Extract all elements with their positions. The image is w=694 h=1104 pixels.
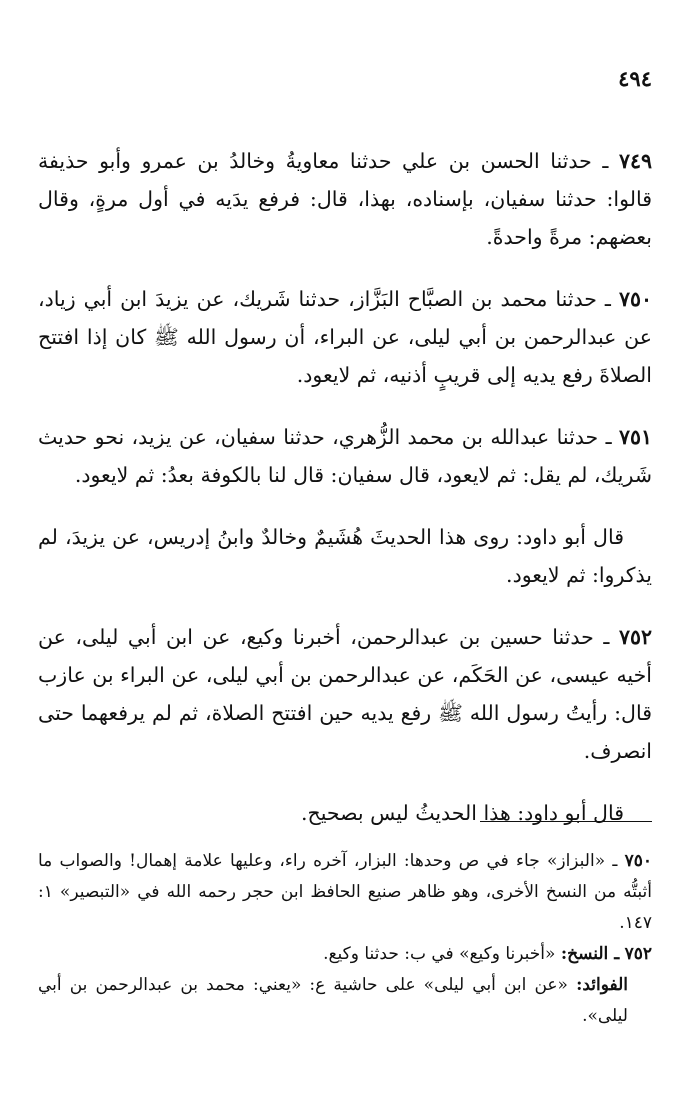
footnote-750 <box>38 846 652 939</box>
abu-dawud-comment-1 <box>38 518 652 594</box>
footnote-label: ـ النسخ: <box>560 944 620 964</box>
comment-text: قال أبو داود: هذا الحديثُ ليس بصحيح. <box>300 801 624 825</box>
footnote-number: ٧٥٢ <box>624 944 652 964</box>
footnote-fawaid <box>38 970 652 1032</box>
comment-text: قال أبو داود: روى هذا الحديثَ هُشَيمٌ وخالدٌ وابنُ إدريس، عن يزيدَ، لم يذكروا: ثم لايعود. <box>38 525 652 587</box>
hadith-number: ٧٤٩ <box>618 149 652 173</box>
hadith-paragraph-752 <box>38 618 652 770</box>
footnote-divider <box>480 821 652 822</box>
footnote-label: الفوائد: <box>576 975 629 995</box>
hadith-number: ٧٥٠ <box>618 287 652 311</box>
hadith-paragraph-750 <box>38 280 652 394</box>
hadith-text: ـ حدثنا محمد بن الصبَّاح البَزَّاز، حدثنا شَريك، عن يزيدَ ابن أبي زياد، عن عبدالرحمن بن أبي ليلى، عن البراء، أن رسول الله ﷺ كان إذا افتتح الصلاةَ رفع يديه إلى قريبٍ أذنيه، ثم لايعود. <box>38 287 652 387</box>
hadith-paragraph-751 <box>38 418 652 494</box>
footnote-text: «أخبرنا وكيع» في ب: حدثنا وكيع. <box>323 944 556 964</box>
footnote-752 <box>38 939 652 970</box>
footnotes <box>38 846 652 1032</box>
hadith-number: ٧٥٢ <box>618 625 652 649</box>
hadith-text: ـ حدثنا الحسن بن علي حدثنا معاويةُ وخالدُ بن عمرو وأبو حذيفة قالوا: حدثنا سفيان، بإسناده، بهذا، قال: فرفع يدَيه في أول مرةٍ، وقال بعضهم: مرةً واحدةً. <box>38 149 652 249</box>
hadith-number: ٧٥١ <box>618 425 652 449</box>
main-text <box>38 142 652 856</box>
page-number: ٤٩٤ <box>618 66 652 91</box>
footnote-text: «عن ابن أبي ليلى» على حاشية ع: «يعني: محمد بن عبدالرحمن بن أبي ليلى». <box>38 975 628 1026</box>
footnote-text: ـ «البزاز» جاء في ص وحدها: البزار، آخره راء، وعليها علامة إهمال! والصواب ما أثبتُّه من النسخ الأخرى، وهو ظاهر صنيع الحافظ ابن حجر رحمه الله في «التبصير» ١: ١٤٧. <box>38 851 652 933</box>
footnote-number: ٧٥٠ <box>624 851 652 871</box>
hadith-text: ـ حدثنا عبدالله بن محمد الزُّهري، حدثنا سفيان، عن يزيد، نحو حديث شَريك، لم يقل: ثم لايعود، قال سفيان: قال لنا بالكوفة بعدُ: ثم لايعود. <box>38 425 652 487</box>
hadith-text: ـ حدثنا حسين بن عبدالرحمن، أخبرنا وكيع، عن ابن أبي ليلى، عن أخيه عيسى، عن الحَكَم، عن عبدالرحمن بن أبي ليلى، عن البراء بن عازب قال: رأيتُ رسول الله ﷺ رفع يديه حين افتتح الصلاة، ثم لم يرفعهما حتى انصرف. <box>38 625 652 763</box>
hadith-paragraph-749 <box>38 142 652 256</box>
abu-dawud-comment-2 <box>38 794 652 832</box>
